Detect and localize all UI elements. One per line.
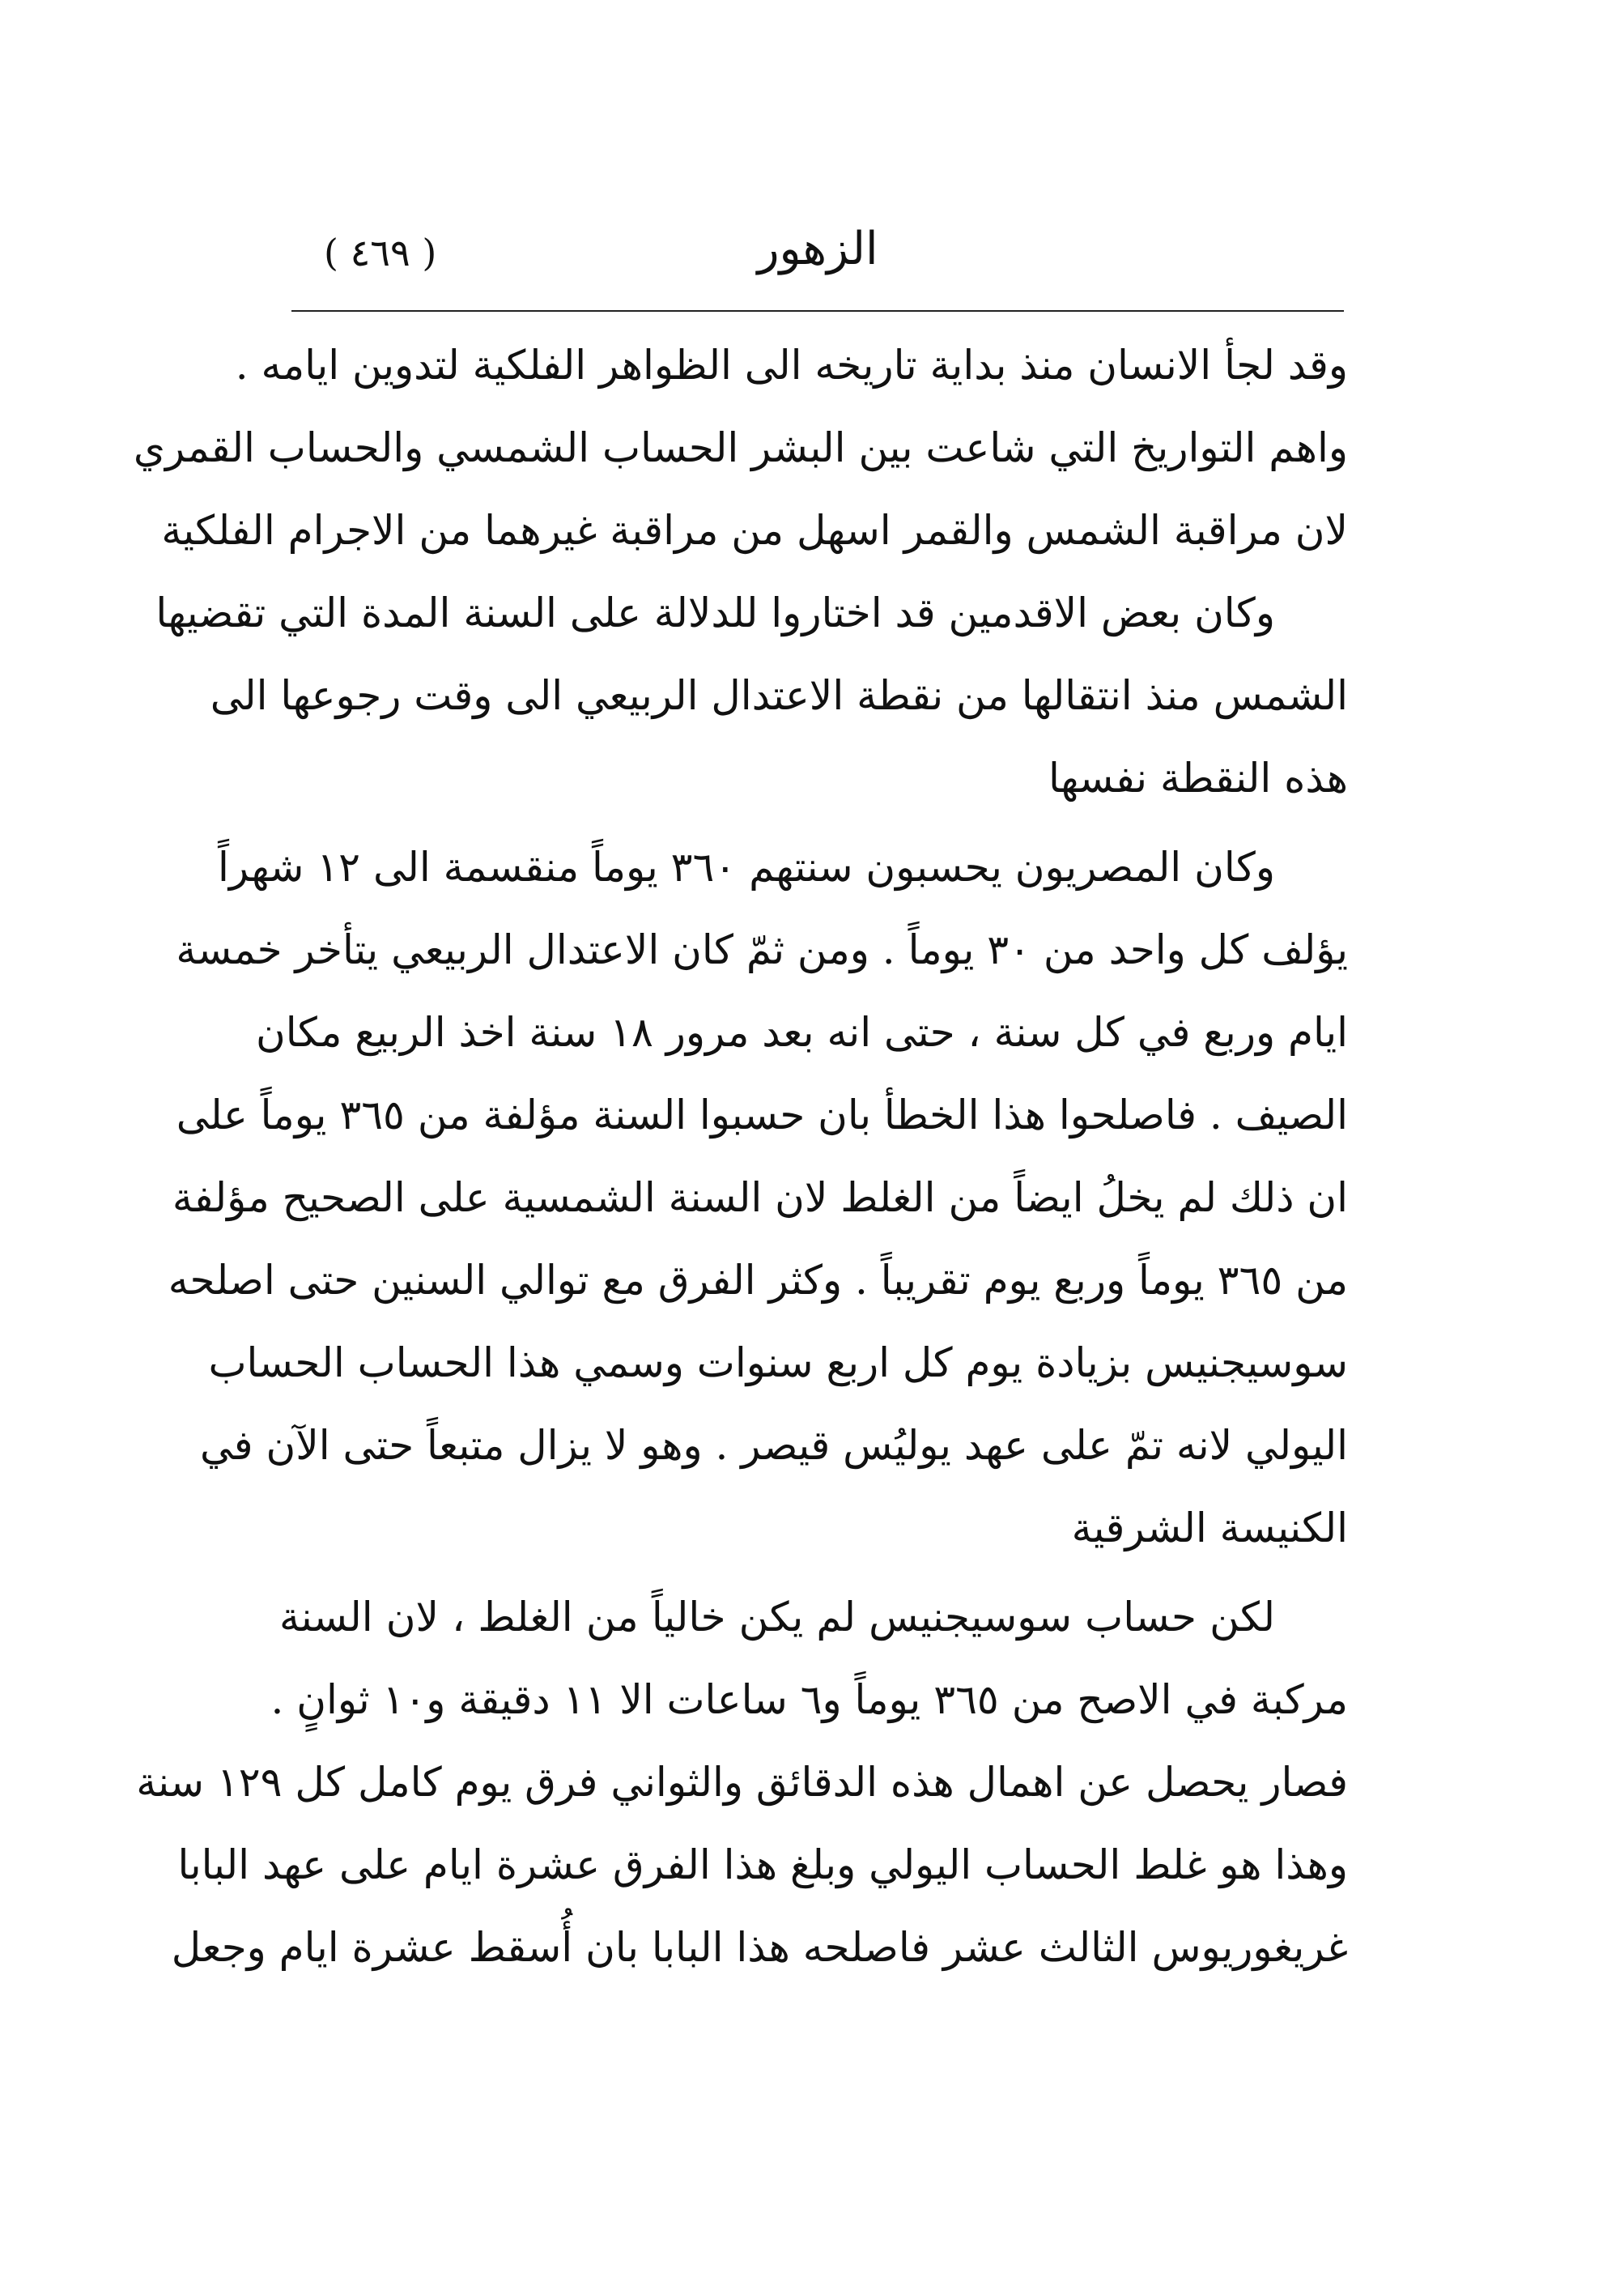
- page-header: [291, 223, 1344, 296]
- text-line: اليولي لانه تمّ على عهد يوليُس قيصر . وهو لا يزال متبعاً حتى الآن في: [200, 1422, 1348, 1469]
- text-line: ان ذلك لم يخلُ ايضاً من الغلط لان السنة الشمسية على الصحيح مؤلفة: [172, 1174, 1348, 1221]
- text-line: ايام وربع في كل سنة ، حتى انه بعد مرور ١٨ سنة اخذ الربيع مكان: [256, 1009, 1348, 1056]
- running-title: الزهور: [757, 223, 878, 275]
- text-line: من ٣٦٥ يوماً وربع يوم تقريباً . وكثر الفرق مع توالي السنين حتى اصلحه: [168, 1257, 1348, 1304]
- text-line: وقد لجأ الانسان منذ بداية تاريخه الى الظواهر الفلكية لتدوين ايامه .: [235, 342, 1348, 389]
- text-line: الشمس منذ انتقالها من نقطة الاعتدال الربيعي الى وقت رجوعها الى: [210, 672, 1348, 719]
- body-text: [133, 324, 1348, 1989]
- text-line: واهم التواريخ التي شاعت بين البشر الحساب الشمسي والحساب القمري: [133, 424, 1348, 471]
- text-line: الكنيسة الشرقية: [1071, 1505, 1348, 1551]
- text-line: وهذا هو غلط الحساب اليولي وبلغ هذا الفرق عشرة ايام على عهد البابا: [177, 1841, 1348, 1888]
- text-line: فصار يحصل عن اهمال هذه الدقائق والثواني فرق يوم كامل كل ١٢٩ سنة: [136, 1759, 1348, 1806]
- paragraph-gap: [279, 1569, 1348, 1576]
- text-line: غريغوريوس الثالث عشر فاصلحه هذا البابا بان أُسقط عشرة ايام وجعل: [171, 1924, 1348, 1971]
- text-line: الصيف . فاصلحوا هذا الخطأ بان حسبوا السنة مؤلفة من ٣٦٥ يوماً على: [176, 1092, 1348, 1138]
- text-line: مركبة في الاصح من ٣٦٥ يوماً و٦ ساعات الا ١١ دقيقة و١٠ ثوانٍ .: [270, 1676, 1348, 1723]
- header-rule: [291, 310, 1344, 312]
- text-line: سوسيجنيس بزيادة يوم كل اربع سنوات وسمي هذا الحساب الحساب: [208, 1339, 1348, 1386]
- text-line: وكان بعض الاقدمين قد اختاروا للدلالة على السنة المدة التي تقضيها: [155, 589, 1275, 636]
- text-line: هذه النقطة نفسها: [1048, 755, 1348, 802]
- text-line: لكن حساب سوسيجنيس لم يكن خالياً من الغلط ، لان السنة: [279, 1594, 1275, 1641]
- text-line: يؤلف كل واحد من ٣٠ يوماً . ومن ثمّ كان الاعتدال الربيعي يتأخر خمسة: [176, 926, 1348, 973]
- text-line: وكان المصريون يحسبون سنتهم ٣٦٠ يوماً منقسمة الى ١٢ شهراً: [218, 844, 1275, 891]
- page-number: ( ٤٦٩ ): [324, 231, 437, 275]
- text-line: لان مراقبة الشمس والقمر اسهل من مراقبة غيرهما من الاجرام الفلكية: [161, 507, 1348, 554]
- paragraph-gap: [279, 819, 1348, 826]
